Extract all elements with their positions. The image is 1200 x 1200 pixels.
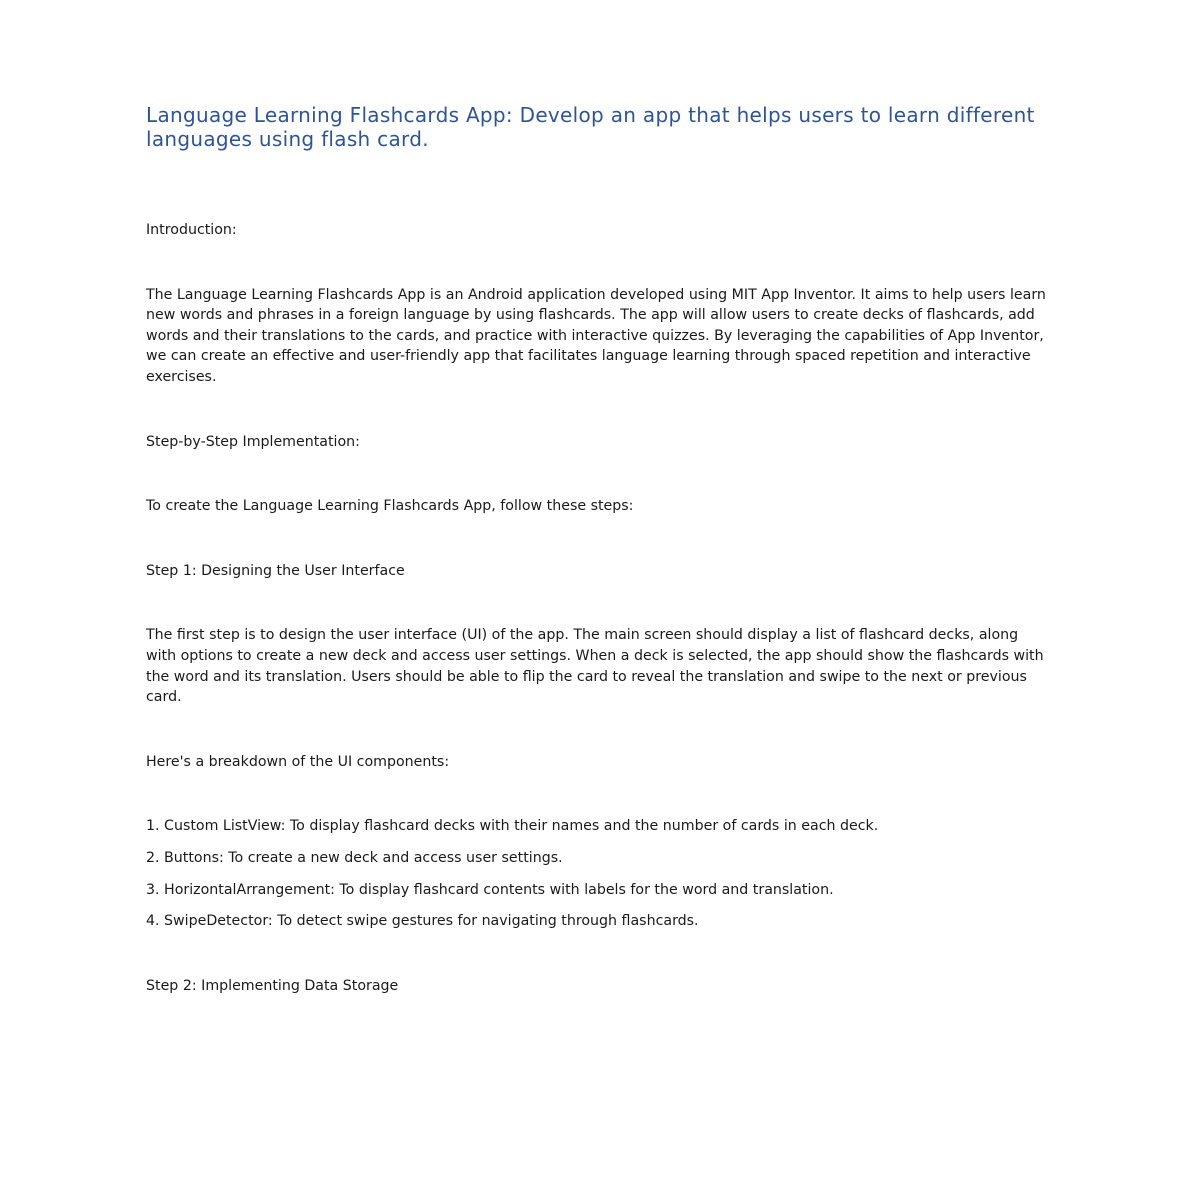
component-item-listview: 1. Custom ListView: To display flashcard decks with their names and the number of cards in each deck. bbox=[146, 818, 879, 835]
step1-heading: Step 1: Designing the User Interface bbox=[146, 562, 405, 579]
component-item-swipe-detector: 4. SwipeDetector: To detect swipe gestures for navigating through flashcards. bbox=[146, 913, 699, 930]
implementation-heading: Step-by-Step Implementation: bbox=[146, 433, 360, 450]
document-body bbox=[146, 103, 1051, 996]
intro-heading: Introduction: bbox=[146, 222, 237, 238]
component-item-horizontal-arrangement: 3. HorizontalArrangement: To display flashcard contents with labels for the word and translation. bbox=[146, 881, 834, 898]
document-title: Language Learning Flashcards App: Develop an app that helps users to learn different languages using flash card. bbox=[146, 103, 1035, 151]
breakdown-heading: Here's a breakdown of the UI components: bbox=[146, 753, 450, 770]
implementation-paragraph: To create the Language Learning Flashcards App, follow these steps: bbox=[146, 498, 634, 515]
component-item-buttons: 2. Buttons: To create a new deck and access user settings. bbox=[146, 849, 563, 866]
step1-paragraph: The first step is to design the user interface (UI) of the app. The main screen should display a list of flashcard decks, along with options to create a new deck and access user settings. When a deck is selected, the app should show the flashcards with the word and its translation. Users should be able to flip the card to reveal the translation and swipe to the next or previous card. bbox=[146, 627, 1044, 706]
intro-paragraph: The Language Learning Flashcards App is an Android application developed using MIT App Inventor. It aims to help users learn new words and phrases in a foreign language by using flashcards. The app will allow users to create decks of flashcards, add words and their translations to the cards, and practice with interactive quizzes. By leveraging the capabilities of App Inventor, we can create an effective and user-friendly app that facilitates language learning through spaced repetition and interactive exercises. bbox=[146, 286, 1046, 385]
step2-heading: Step 2: Implementing Data Storage bbox=[146, 977, 399, 994]
